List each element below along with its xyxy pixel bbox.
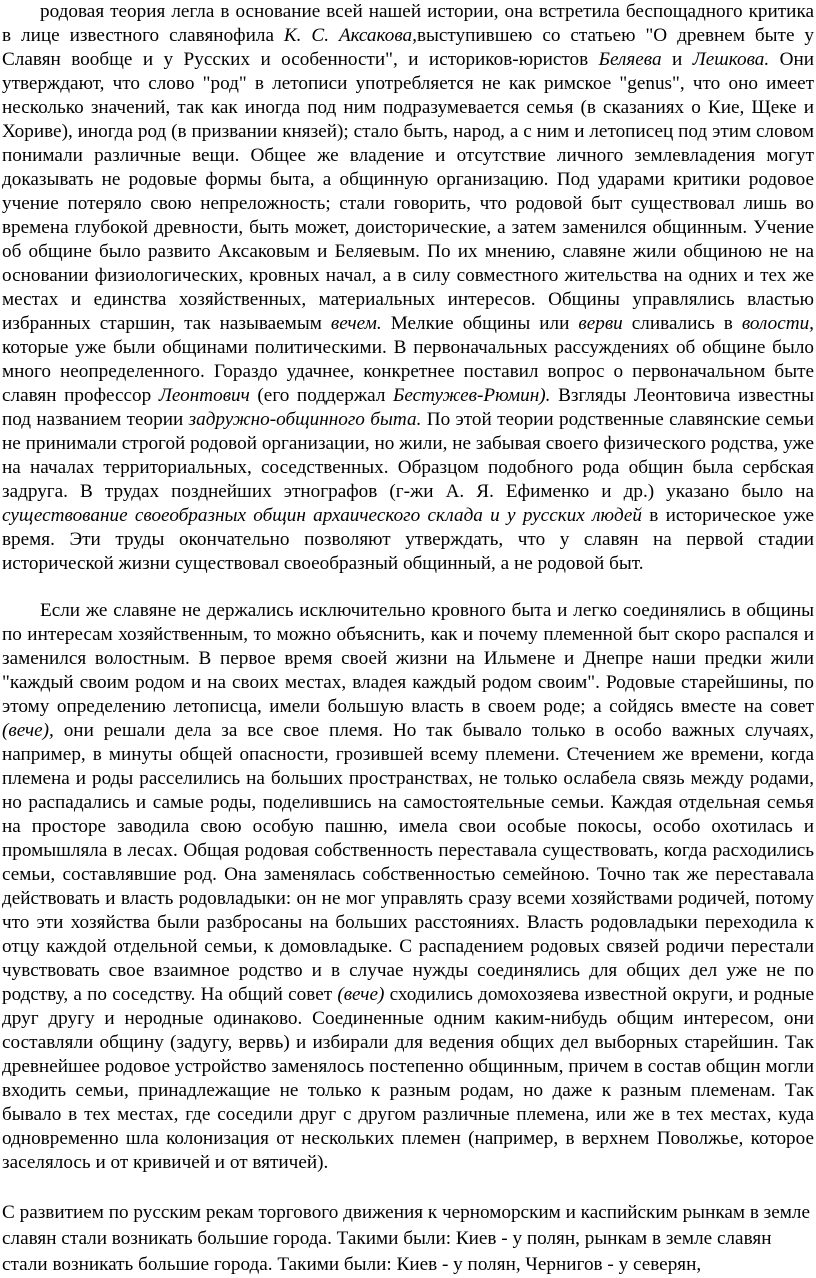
italic-name-aksakov: К. С. Аксакова, <box>283 25 417 46</box>
italic-name-belyaev: Беляева <box>598 49 662 70</box>
italic-name-leontovich: Леонтович <box>158 385 250 406</box>
italic-term-veche: вечем. <box>330 313 382 334</box>
text-run: сливались в <box>622 313 742 334</box>
text-run: Они утверждают, что слово "род" в летописи употребляется не как римское "genus", что оно имеет несколько значений, так как иногда под ним подразумевается семья (в сказаниях о Кие, Щеке и Хориве), иногда род (в призвании князей); стало быть, народ, а с ним и летописец под этим словом понимали различные вещи. Общее же владение и отсутствие личного землевладения могут доказывать не родовые формы быта, а общинную организацию. Под ударами критики родовое учение потеряло свою непреложность; стали говорить, что родовой быт существовал лишь во времена глубокой древности, быть может, доисторические, а затем заменился общинным. Учение об общине было развито Аксаковым и Беляевым. По их мнению, славяне жили общиною не на основании физиологических, кровных начал, а в силу совместного жительства на одних и тех же местах и единства хозяйственных, материальных интересов. Общины управлялись властью избранных старшин, так называемым <box>2 49 814 334</box>
text-run: они решали дела за все свое племя. Но так бывало только в особо важных случаях, например, в минуты общей опасности, грозившей всему племени. Стечением же времени, когда племена и роды расселились на больших пространствах, не только ослабела связь между родами, но распадались и самые роды, поделившись на самостоятельные семьи. Каждая отдельная семья на просторе заводила свою особую пашню, имела свои особые покосы, особо охотилась и промышляла в лесах. Общая родовая собственность переставала существовать, когда расходились семьи, составлявшие род. Она заменялась собственностью семейною. Точно так же переставала действовать и власть родовладыки: он не мог управлять сразу всеми хозяйствами родичей, потому что эти хозяйства были разбросаны на больших расстояниях. Власть родовладыки переходила к отцу каждой отдельной семьи, к домовладыке. С распадением родовых связей родичи перестали чувствовать свое взаимное родство и в случае нужды соединялись для общих дел уже не по родству, а по соседству. На общий совет <box>2 720 814 1005</box>
text-run: которые уже были общинами политическими. В первоначальных рассуждениях об общине было много неопределенного. Гораздо удачнее, конкретнее поставил вопрос о первоначальном быте славян профессор <box>2 337 814 406</box>
italic-term-veche: (вече), <box>2 720 54 741</box>
text-run: родовая теория легла в основание всей нашей истории, она встретила беспощадного критика в лице известного славянофила <box>2 1 814 46</box>
text-run: и <box>661 49 693 70</box>
italic-term-zadruga-theory: задружно-общинного быта. <box>188 409 422 430</box>
italic-term-vervi: верви <box>578 313 623 334</box>
italic-phrase-archaic-communities: существование своеобразных общин архаического склада и у русских людей <box>2 505 643 526</box>
paragraph-trade-cities: С развитием по русским рекам торгового движения к черноморским и каспийским рынкам в земле славян стали возникать большие города. Такими были: Киев - у полян, рынкам в земле славян стали возникать большие города. Такими были: Киев - у полян, Чернигов - у северян, <box>2 1202 811 1275</box>
italic-name-bestuzhev: Бестужев-Рюмин). <box>393 385 551 406</box>
text-run: Мелкие общины или <box>381 313 579 334</box>
paragraph-tribal-to-communal <box>2 599 814 1175</box>
italic-name-leshkov: Лешкова. <box>692 49 770 70</box>
paragraph-theory-critique <box>2 0 814 576</box>
text-run: По этой теории родственные славянские семьи не принимали строгой родовой организации, но жили, не забывая своего физического родства, уже на началах территориальных, соседственных. Образцом подобного рода общин была сербская задруга. В трудах позднейших этнографов (г-жи А. Я. Ефименко и др.) указано было на <box>2 409 814 502</box>
text-run: сходились домохозяева известной округи, и родные друг другу и неродные одинаково. Соединенные одним каким-нибудь общим интересом, они составляли общину (задугу, вервь) и избирали для ведения общих дел выборных старейшин. Так древнейшее родовое устройство заменялось постепенно общинным, причем в состав общин могли входить семьи, принадлежащие не только к разным родам, но даже к разным племенам. Так бывало в тех местах, где соседили друг с другом различные племена, или же в тех местах, куда одновременно шла колонизация от нескольких племен (например, в верхнем Поволжье, которое заселялось и от кривичей и от вятичей). <box>2 984 814 1173</box>
text-run: Если же славяне не держались исключительно кровного быта и легко соединялись в общины по интересам хозяйственным, то можно объяснить, как и почему племенной быт скоро распался и заменился волостным. В первое время своей жизни на Ильмене и Днепре наши предки жили "каждый своим родом и на своих местах, владея каждый родом своим". Родовые старейшины, по этому определению летописца, имели большую власть в своем роде; а сойдясь вместе на совет <box>2 600 814 717</box>
text-run: выступившею со статьею "О древнем быте у Славян вообще и у Русских и особенности", и историков-юристов <box>2 25 814 70</box>
text-run: в историческое уже время. Эти труды окончательно позволяют утверждать, что у славян на первой стадии исторической жизни существовал своеобразный общинный, а не родовой быт. <box>2 505 814 574</box>
text-run: (его поддержал <box>249 385 394 406</box>
italic-term-veche: (вече) <box>337 984 385 1005</box>
italic-term-volosti: волости, <box>741 313 814 334</box>
text-run: Взгляды Леонтовича известны под названием теории <box>2 385 814 430</box>
